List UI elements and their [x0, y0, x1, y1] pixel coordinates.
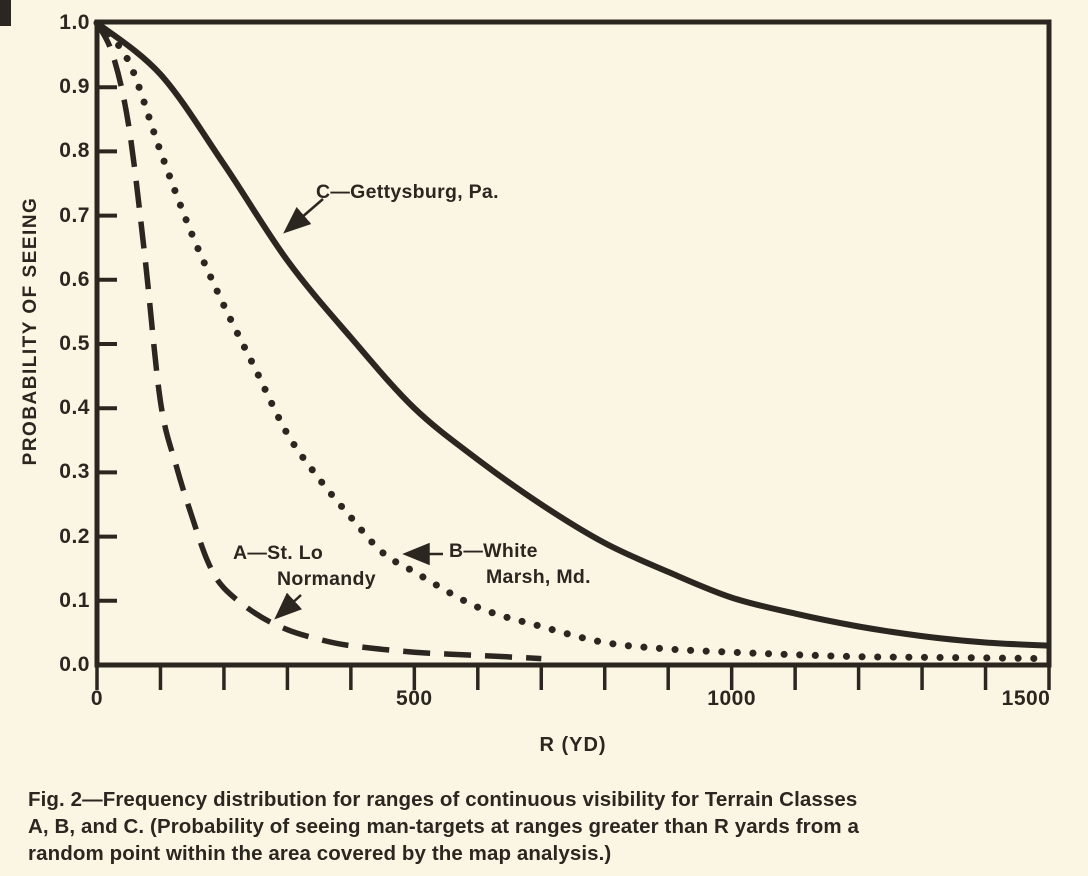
caption-line-3: random point within the area covered by the map analysis.) [28, 842, 612, 865]
curve-label-b-line1: B—White [449, 540, 538, 562]
curve-label-b-line2: Marsh, Md. [486, 566, 591, 588]
x-tick-label: 1000 [707, 687, 757, 710]
y-tick-label: 1.0 [59, 11, 90, 34]
curve-label-a-line2: Normandy [277, 568, 376, 590]
y-tick-label: 0.8 [59, 139, 90, 163]
x-tick-label: 1500 [1001, 687, 1051, 710]
y-tick-label: 0.2 [59, 524, 90, 548]
y-tick-label: 0.9 [59, 75, 90, 99]
x-tick-label: 500 [396, 687, 433, 710]
caption-line-1: Fig. 2—Frequency distribution for ranges of continuous visibility for Terrain Classes [28, 788, 858, 811]
y-tick-label: 0.0 [59, 653, 90, 676]
y-tick-label: 0.5 [59, 332, 90, 355]
axis-ticks [97, 87, 1049, 690]
y-axis-title: PROBABILITY OF SEEING [20, 196, 41, 466]
y-tick-label: 0.6 [59, 267, 90, 291]
y-tick-label: 0.7 [59, 203, 90, 227]
x-tick-label: 0 [90, 687, 104, 710]
x-axis-title: R (YD) [539, 734, 607, 756]
curve-label-c: C—Gettysburg, Pa. [316, 181, 499, 203]
y-tick-label: 0.1 [59, 588, 90, 612]
caption-line-2: A, B, and C. (Probability of seeing man-targets at ranges greater than R yards from a [28, 815, 859, 838]
figure-caption [28, 786, 1058, 867]
y-tick-label: 0.4 [59, 396, 90, 420]
curve-label-a-line1: A—St. Lo [233, 542, 324, 564]
arrow-to-curve-a [277, 595, 301, 617]
y-tick-label: 0.3 [59, 460, 90, 484]
